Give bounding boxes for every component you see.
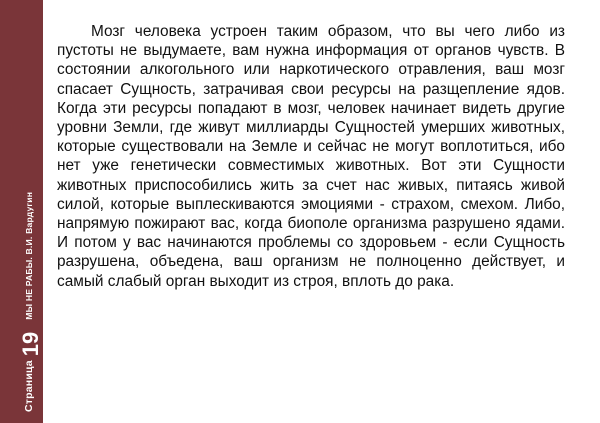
page-content: [57, 22, 565, 291]
page-number: 19: [18, 331, 43, 357]
sidebar-caption: [18, 191, 43, 412]
body-paragraph: Мозг человека устроен таким образом, что вы чего либо из пустоты не выдумаете, вам нужна информация от органов чувств. В состоянии алкогольного или наркотического отравления, ваш мозг спасает Сущность, затрачивая свои ресурсы на разщепление ядов. Когда эти ресурсы попадают в мозг, человек начинает видеть другие уровни Земли, где живут миллиарды Сущностей умерших животных, которые существовали на Земле и сейчас не могут воплотиться, ибо нет уже генетически совместимых животных. Вот эти Сущности животных приспособились жить за счет нас живых, питаясь живой силой, которые выплескиваются эмоциями - страхом, смехом. Либо, напрямую пожирают вас, когда биополе организма разрушено ядами. И потом у вас начинаются проблемы со здоровьем - если Сущность разрушена, объедена, ваш организм не полноценно действует, и самый слабый орган выходит из строя, вплоть до рака.: [57, 23, 565, 290]
book-title: МЫ НЕ РАБЫ. В.И. Вардугин: [24, 191, 34, 320]
page-label: Страница: [23, 360, 35, 412]
page-sidebar: [0, 0, 43, 423]
